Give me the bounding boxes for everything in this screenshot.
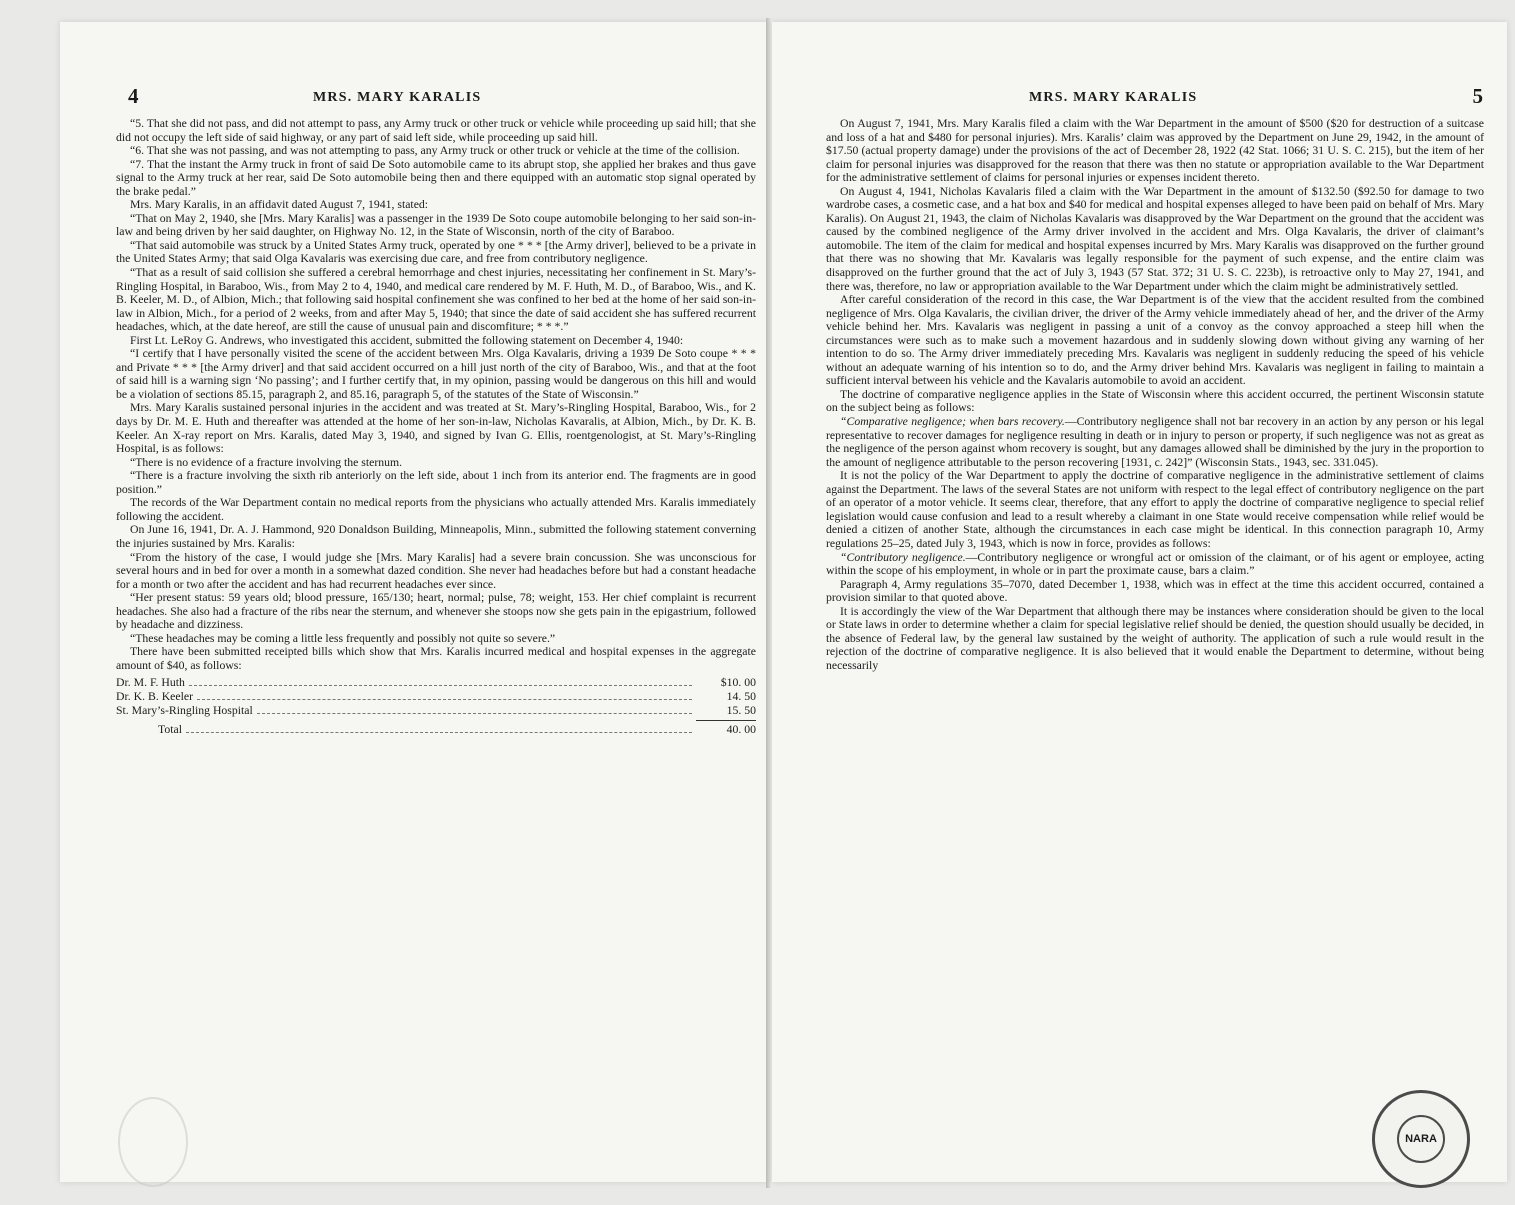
- paragraph: “That on May 2, 1940, she [Mrs. Mary Karalis] was a passenger in the 1939 De Soto coupe automobile belonging to her said son-in-law and being driven by her said daughter, on Highway No. 12, in the State of Wisconsin, north of the city of Baraboo.: [116, 211, 756, 239]
- regulation-heading: “Contributory negligence.: [840, 550, 966, 564]
- regulation-text: —Contributory negligence or wrongful act or omission of the claimant, or of his agent or employee, acting within the scope of his employment, in whole or in part the proximate cause, bars a claim.”: [826, 550, 1484, 578]
- statute-quote: [826, 415, 1484, 469]
- right-running-title: MRS. MARY KARALIS: [1029, 90, 1198, 105]
- paragraph: Paragraph 4, Army regulations 35–7070, dated December 1, 1938, which was in effect at the time this accident occurred, contained a provision similar to that quoted above.: [826, 577, 1484, 605]
- expense-amount: 14. 50: [726, 690, 756, 704]
- paragraph: “There is a fracture involving the sixth rib anteriorly on the left side, about 1 inch from its anterior end. The fragments are in good position.”: [116, 469, 756, 496]
- paragraph: There have been submitted receipted bills which show that Mrs. Karalis incurred medical and hospital expenses in the aggregate amount of $40, as follows:: [116, 645, 756, 672]
- expense-amount: 15. 50: [726, 704, 756, 718]
- expense-label: Dr. M. F. Huth: [116, 676, 185, 690]
- dot-leader: [189, 685, 692, 686]
- paragraph: “7. That the instant the Army truck in front of said De Soto automobile came to its abrupt stop, she applied her brakes and thus gave signal to the Army truck at her rear, said De Soto automobile being then and there equipped with an automatic stop signal operated by the brake pedal.”: [116, 157, 756, 198]
- paragraph: Mrs. Mary Karalis sustained personal injuries in the accident and was treated at St. Mary’s-Ringling Hospital, Baraboo, Wis., for 2 days by Dr. M. E. Huth and thereafter was attended at the home of her son-in-law, Nicholas Kavaralis, at Albion, Mich., by Dr. K. B. Keeler. An X-ray report on Mrs. Karalis, dated May 3, 1940, and signed by Ivan G. Ellis, roentgenologist, at St. Mary’s-Ringling Hospital, is as follows:: [116, 401, 756, 456]
- right-page-body: [826, 117, 1484, 672]
- right-page: [772, 22, 1507, 1182]
- expense-total-row: [116, 723, 756, 737]
- left-page-number: 4: [128, 84, 140, 108]
- paragraph: The doctrine of comparative negligence applies in the State of Wisconsin where this accident occurred, the pertinent Wisconsin statute on the subject being as follows:: [826, 387, 1484, 415]
- paragraph: “Her present status: 59 years old; blood pressure, 165/130; heart, normal; pulse, 78; weight, 153. Her chief complaint is recurrent headaches. She also had a fracture of the ribs near the sternum, and whenever she stoops now she gets pain in the epigastrium, followed by headache and dizziness.: [116, 591, 756, 632]
- expense-row: [116, 704, 756, 718]
- paragraph: “That said automobile was struck by a United States Army truck, operated by one * * * [the Army driver], believed to be a private in the United States Army; that said Olga Kavalaris was exercising due care, and free from contributory negligence.: [116, 238, 756, 266]
- paragraph: On August 7, 1941, Mrs. Mary Karalis filed a claim with the War Department in the amount of $500 ($20 for destruction of a suitcase and loss of a hat and $480 for personal injuries). Mrs. Karalis’ claim was approved by the Department on June 29, 1942, in the amount of $17.50 (actual property damage) under the provisions of the act of December 28, 1922 (42 Stat. 1066; 31 U. S. C. 215), but the item of her claim for personal injuries was disapproved for the reason that there was then no statute or appropriation available to the War Department for the administrative settlement of claims for personal injuries or expenses incident thereto.: [826, 117, 1484, 185]
- regulation-quote: [826, 551, 1484, 578]
- paragraph: “There is no evidence of a fracture involving the sternum.: [130, 455, 403, 469]
- paragraph: It is accordingly the view of the War Department that although there may be instances where consideration should be given to the local or State laws in order to determine whether a claim for special legislative relief should be denied, the question should usually be decided, in the absence of Federal law, by the general law sustained by the weight of authority. The application of such a rule would result in the rejection of the doctrine of comparative negligence. It is also believed that it would enable the Department to determine, without being necessarily: [826, 604, 1484, 672]
- left-page: [60, 22, 768, 1182]
- right-page-header: [824, 84, 1484, 112]
- left-page-body: [116, 117, 756, 737]
- paragraph: “5. That she did not pass, and did not attempt to pass, any Army truck or other truck or vehicle while proceeding up said hill; that she did not occupy the left side of said highway, or any part of said left side, while proceeding up said hill.: [116, 117, 756, 144]
- expense-label: St. Mary’s-Ringling Hospital: [116, 704, 253, 718]
- paragraph: “From the history of the case, I would judge she [Mrs. Mary Karalis] had a severe brain concussion. She was unconscious for several hours and in bed for over a month in a somewhat dazed condition. She never had headaches before but had a constant headache for a month or two after the accident and has had recurrent headaches ever since.: [116, 550, 756, 591]
- expense-ledger: [116, 676, 756, 737]
- dot-leader: [186, 732, 692, 733]
- paragraph: It is not the policy of the War Department to apply the doctrine of comparative negligence in the administrative settlement of claims against the Department. The laws of the several States are not uniform with respect to the legal effect of contributory negligence on the part of an operator of a motor vehicle. It seems clear, therefore, that any effort to apply the doctrine of comparative negligence to special relief legislation would cause confusion and lead to a result whereby a claimant in one State would receive compensation while relief would be denied a citizen of another State, although the circumstances in each case might be identical. In this connection paragraph 10, Army regulations 25–25, dated July 3, 1943, which is now in force, provides as follows:: [826, 469, 1484, 550]
- left-running-title: MRS. MARY KARALIS: [313, 90, 482, 105]
- paragraph: First Lt. LeRoy G. Andrews, who investigated this accident, submitted the following statement on December 4, 1940:: [130, 333, 684, 347]
- left-page-header: [128, 84, 758, 112]
- paragraph: On June 16, 1941, Dr. A. J. Hammond, 920 Donaldson Building, Minneapolis, Minn., submitted the following statement converning the injuries sustained by Mrs. Karalis:: [116, 523, 756, 550]
- statute-heading: “Comparative negligence; when bars recovery.: [840, 415, 1065, 429]
- statute-text: —Contributory negligence shall not bar recovery in an action by any person or his legal representative to recover damages for negligence resulting in death or in injury to person or property, if such negligence was not as great as the negligence of the person against whom recovery is sought, but any damages allowed shall be diminished by the jury in the proportion to the amount of negligence attributable to the person recovering [1931, c. 242]” (Wisconsin Stats., 1943, sec. 331.045).: [826, 415, 1484, 469]
- paragraph: After careful consideration of the record in this case, the War Department is of the view that the accident resulted from the combined negligence of Mrs. Olga Kavalaris, the civilian driver, the driver of the Army vehicle immediately ahead of her, and the driver of the Army vehicle behind her. Mrs. Kavalaris was negligent in passing a unit of a convoy as the convoy approached a steep hill when the circumstances were such as to make such a movement hazardous and in suddenly slowing down without giving any warning of her intention to do so. The Army driver immediately preceding Mrs. Kavalaris was negligent in suddenly reducing the speed of his vehicle without an adequate warning of his intention so to do, and the Army driver behind Mrs. Kavalaris was negligent in failing to maintain a sufficient interval between his vehicle and the Kavalaris automobile to avoid an accident.: [826, 293, 1484, 388]
- paragraph: “These headaches may be coming a little less frequently and possibly not quite so severe.”: [130, 631, 556, 645]
- faint-library-stamp: [118, 1097, 188, 1187]
- right-page-number: 5: [1472, 84, 1484, 108]
- paragraph: Mrs. Mary Karalis, in an affidavit dated August 7, 1941, stated:: [130, 198, 429, 212]
- library-seal-stamp: [1372, 1090, 1470, 1188]
- paragraph: “I certify that I have personally visited the scene of the accident between Mrs. Olga Kavalaris, driving a 1939 De Soto coupe * * * and Private * * * [the Army driver] and that said accident occurred on a hill just north of the city of Baraboo, Wis., and that at the foot of said hill is a warning sign ‘No passing’; and I further certify that, in my opinion, passing would be dangerous on this hill and would be a violation of sections 85.15, paragraph 2, and 85.16, paragraph 5, of the statutes of the State of Wisconsin.”: [116, 347, 756, 401]
- paragraph: On August 4, 1941, Nicholas Kavalaris filed a claim with the War Department in the amount of $132.50 ($92.50 for damage to two wardrobe cases, a cosmetic case, and a hat box and $40 for medical and hospital expenses alleged to have been paid on behalf of Mrs. Mary Karalis). On August 21, 1943, the claim of Nicholas Kavalaris was disapproved by the War Department on the ground that the accident was caused by the combined negligence of the Army driver involved in the accident and Mrs. Olga Kavalaris, the driver of claimant’s automobile. The item of the claim for medical and hospital expenses incurred by Mrs. Mary Karalis was disapproved on the further ground that there was no showing that Mr. Kavalaris was legally responsible for the payment of such expense, and the entire claim was disapproved on the further ground that the act of July 3, 1943 (57 Stat. 372; 31 U. S. C. 223b), is retroactive only to May 27, 1941, and there was, therefore, no law or appropriation available to the War Department under which the claim might be administratively settled.: [826, 184, 1484, 293]
- total-label: Total: [158, 723, 182, 737]
- expense-row: [116, 690, 756, 704]
- paragraph: “6. That she was not passing, and was not attempting to pass, any Army truck or other truck or vehicle at the time of the collision.: [130, 144, 740, 158]
- expense-row: [116, 676, 756, 690]
- paragraph: “That as a result of said collision she suffered a cerebral hemorrhage and chest injuries, necessitating her confinement in St. Mary’s-Ringling Hospital, in Baraboo, Wis., from May 2 to 4, 1940, and medical care rendered by M. F. Huth, M. D., of Baraboo, Wis., and K. B. Keeler, M. D., of Albion, Mich.; that following said hospital confinement she was confined to her bed at the home of her said son-in-law in Albion, Mich., for a period of 2 weeks, from and after May 5, 1940; that since the date of said accident she has suffered recurrent headaches, which, at the date hereof, are still the cause of unusual pain and discomfiture; * * *.”: [116, 266, 756, 334]
- dot-leader: [257, 713, 692, 714]
- total-amount: 40. 00: [726, 723, 756, 737]
- stamp-label: NARA: [1397, 1115, 1445, 1163]
- expense-amount: $10. 00: [720, 676, 756, 690]
- expense-label: Dr. K. B. Keeler: [116, 690, 194, 704]
- dot-leader: [197, 699, 692, 700]
- paragraph: The records of the War Department contain no medical reports from the physicians who actually attended Mrs. Karalis immediately following the accident.: [116, 496, 756, 523]
